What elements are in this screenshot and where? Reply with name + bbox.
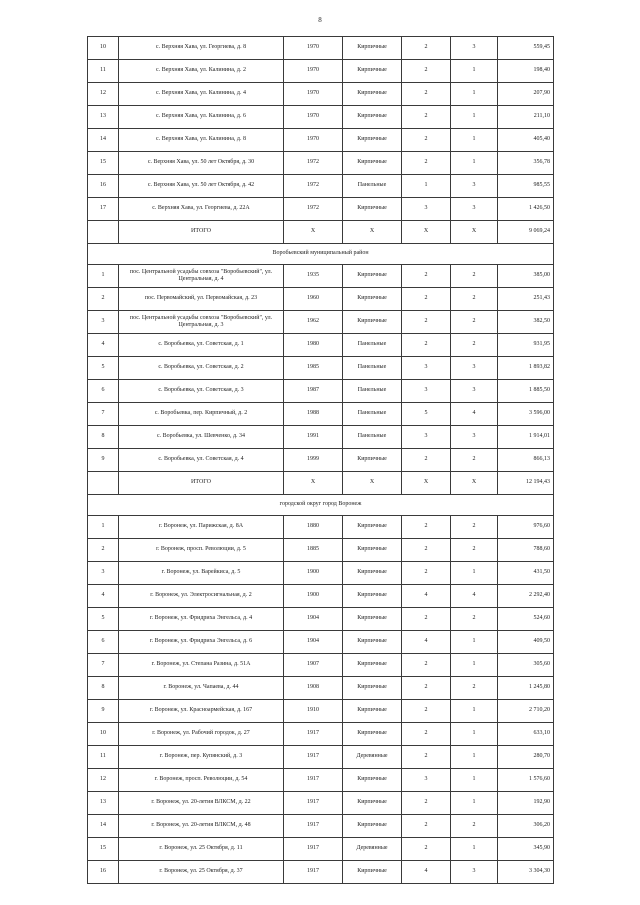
address-cell: г. Воронеж, ул. 20-летия ВЛКСМ, д. 48 [119,815,284,838]
total-x-cell: X [451,472,498,495]
row-number-cell: 7 [88,654,119,677]
entrances-cell: 3 [451,175,498,198]
table-row [88,288,554,311]
row-number-cell: 13 [88,106,119,129]
address-cell: с. Верхняя Хава, ул. Калинина, д. 4 [119,83,284,106]
floors-cell: 2 [402,608,451,631]
page-number: 8 [318,16,322,24]
row-number-cell: 4 [88,585,119,608]
section-header-row [88,244,554,265]
table-row [88,861,554,884]
year-cell: 1988 [284,403,343,426]
wall-material-cell: Кирпичные [343,700,402,723]
wall-material-cell: Панельные [343,426,402,449]
entrances-cell: 2 [451,265,498,288]
floors-cell: 3 [402,380,451,403]
year-cell: 1962 [284,311,343,334]
entrances-cell: 2 [451,516,498,539]
floors-cell: 4 [402,631,451,654]
entrances-cell: 1 [451,792,498,815]
entrances-cell: 1 [451,60,498,83]
row-number-cell: 5 [88,357,119,380]
row-number-cell: 4 [88,334,119,357]
total-empty-cell [88,221,119,244]
row-number-cell: 7 [88,403,119,426]
table-row [88,608,554,631]
entrances-cell: 1 [451,129,498,152]
table-row [88,60,554,83]
floors-cell: 2 [402,288,451,311]
address-cell: г. Воронеж, ул. Степана Разина, д. 51А [119,654,284,677]
area-cell: 931,95 [498,334,554,357]
table-row [88,562,554,585]
area-cell: 524,60 [498,608,554,631]
address-cell: г. Воронеж, пер. Купянский, д. 3 [119,746,284,769]
area-cell: 1 245,80 [498,677,554,700]
wall-material-cell: Кирпичные [343,861,402,884]
row-number-cell: 3 [88,562,119,585]
wall-material-cell: Кирпичные [343,516,402,539]
address-cell: г. Воронеж, ул. Фридриха Энгельса, д. 6 [119,631,284,654]
entrances-cell: 3 [451,426,498,449]
wall-material-cell: Кирпичные [343,631,402,654]
address-cell: г. Воронеж, ул. Рабочий городок, д. 27 [119,723,284,746]
floors-cell: 2 [402,723,451,746]
table-row [88,516,554,539]
entrances-cell: 1 [451,83,498,106]
year-cell: 1970 [284,37,343,60]
row-number-cell: 3 [88,311,119,334]
address-cell: г. Воронеж, ул. Электросигнальная, д. 2 [119,585,284,608]
wall-material-cell: Кирпичные [343,723,402,746]
floors-cell: 4 [402,585,451,608]
year-cell: 1900 [284,562,343,585]
entrances-cell: 1 [451,746,498,769]
entrances-cell: 1 [451,769,498,792]
table-row [88,700,554,723]
area-cell: 207,90 [498,83,554,106]
table-row [88,380,554,403]
area-cell: 2 710,20 [498,700,554,723]
address-cell: с. Воробьевка, ул. Советская, д. 4 [119,449,284,472]
entrances-cell: 1 [451,562,498,585]
total-area-cell: 12 194,43 [498,472,554,495]
year-cell: 1917 [284,792,343,815]
floors-cell: 1 [402,175,451,198]
entrances-cell: 4 [451,585,498,608]
table-row [88,769,554,792]
entrances-cell: 1 [451,106,498,129]
address-cell: г. Воронеж, ул. Фридриха Энгельса, д. 4 [119,608,284,631]
area-cell: 1 885,50 [498,380,554,403]
wall-material-cell: Кирпичные [343,654,402,677]
table-row [88,198,554,221]
area-cell: 985,55 [498,175,554,198]
table-row [88,539,554,562]
wall-material-cell: Деревянные [343,838,402,861]
table-row [88,449,554,472]
address-cell: пос. Центральной усадьбы совхоза "Воробьевский", ул. Центральная, д. 4 [119,265,284,288]
section-header-row [88,495,554,516]
row-number-cell: 1 [88,265,119,288]
row-number-cell: 6 [88,380,119,403]
floors-cell: 2 [402,265,451,288]
year-cell: 1970 [284,60,343,83]
entrances-cell: 1 [451,838,498,861]
address-cell: г. Воронеж, ул. Красноармейская, д. 167 [119,700,284,723]
wall-material-cell: Кирпичные [343,562,402,585]
floors-cell: 2 [402,106,451,129]
floors-cell: 2 [402,677,451,700]
floors-cell: 2 [402,815,451,838]
area-cell: 1 893,82 [498,357,554,380]
wall-material-cell: Кирпичные [343,815,402,838]
floors-cell: 2 [402,129,451,152]
row-number-cell: 14 [88,129,119,152]
wall-material-cell: Панельные [343,357,402,380]
floors-cell: 2 [402,746,451,769]
total-x-cell: X [343,472,402,495]
year-cell: 1904 [284,608,343,631]
address-cell: г. Воронеж, просп. Революции, д. 5 [119,539,284,562]
row-number-cell: 16 [88,861,119,884]
address-cell: с. Воробьевка, ул. Советская, д. 3 [119,380,284,403]
wall-material-cell: Панельные [343,175,402,198]
table-row [88,403,554,426]
entrances-cell: 4 [451,403,498,426]
section-title: Воробьевский муниципальный район [88,244,554,265]
year-cell: 1917 [284,838,343,861]
address-cell: с. Верхняя Хава, ул. Калинина, д. 8 [119,129,284,152]
row-number-cell: 9 [88,449,119,472]
total-label-cell: ИТОГО [119,221,284,244]
table-row [88,311,554,334]
table-row [88,152,554,175]
wall-material-cell: Кирпичные [343,677,402,700]
area-cell: 559,45 [498,37,554,60]
entrances-cell: 2 [451,311,498,334]
floors-cell: 2 [402,516,451,539]
year-cell: 1972 [284,152,343,175]
address-cell: г. Воронеж, ул. 25 Октября, д. 11 [119,838,284,861]
wall-material-cell: Деревянные [343,746,402,769]
total-empty-cell [88,472,119,495]
address-cell: с. Верхняя Хава, ул. 50 лет Октября, д. 30 [119,152,284,175]
area-cell: 306,20 [498,815,554,838]
entrances-cell: 2 [451,288,498,311]
row-number-cell: 14 [88,815,119,838]
wall-material-cell: Панельные [343,380,402,403]
area-cell: 633,10 [498,723,554,746]
entrances-cell: 2 [451,815,498,838]
wall-material-cell: Кирпичные [343,539,402,562]
entrances-cell: 2 [451,334,498,357]
area-cell: 788,60 [498,539,554,562]
address-cell: г. Воронеж, ул. Чапаева, д. 44 [119,677,284,700]
wall-material-cell: Панельные [343,334,402,357]
area-cell: 251,43 [498,288,554,311]
year-cell: 1900 [284,585,343,608]
row-number-cell: 17 [88,198,119,221]
wall-material-cell: Кирпичные [343,449,402,472]
table-row [88,175,554,198]
address-cell: с. Верхняя Хава, ул. Калинина, д. 6 [119,106,284,129]
table-row [88,585,554,608]
floors-cell: 2 [402,83,451,106]
row-number-cell: 13 [88,792,119,815]
address-cell: с. Воробьевка, пер. Кирпичный, д. 2 [119,403,284,426]
floors-cell: 2 [402,311,451,334]
year-cell: 1960 [284,288,343,311]
area-cell: 356,78 [498,152,554,175]
wall-material-cell: Кирпичные [343,288,402,311]
wall-material-cell: Кирпичные [343,311,402,334]
address-cell: с. Верхняя Хава, ул. Георгиева, д. 8 [119,37,284,60]
year-cell: 1970 [284,106,343,129]
table-row [88,83,554,106]
floors-cell: 2 [402,792,451,815]
floors-cell: 3 [402,357,451,380]
table-row [88,426,554,449]
floors-cell: 2 [402,700,451,723]
row-number-cell: 2 [88,288,119,311]
entrances-cell: 2 [451,677,498,700]
area-cell: 409,50 [498,631,554,654]
total-row [88,472,554,495]
row-number-cell: 16 [88,175,119,198]
year-cell: 1917 [284,815,343,838]
floors-cell: 3 [402,769,451,792]
entrances-cell: 2 [451,449,498,472]
area-cell: 385,00 [498,265,554,288]
area-cell: 198,40 [498,60,554,83]
year-cell: 1999 [284,449,343,472]
area-cell: 211,10 [498,106,554,129]
year-cell: 1917 [284,723,343,746]
entrances-cell: 3 [451,198,498,221]
table-row [88,129,554,152]
floors-cell: 3 [402,426,451,449]
row-number-cell: 9 [88,700,119,723]
table-row [88,334,554,357]
table-row [88,631,554,654]
floors-cell: 2 [402,334,451,357]
entrances-cell: 3 [451,380,498,403]
table-row [88,838,554,861]
row-number-cell: 10 [88,37,119,60]
year-cell: 1917 [284,861,343,884]
row-number-cell: 2 [88,539,119,562]
area-cell: 976,60 [498,516,554,539]
year-cell: 1972 [284,175,343,198]
area-cell: 382,50 [498,311,554,334]
floors-cell: 2 [402,654,451,677]
floors-cell: 2 [402,60,451,83]
wall-material-cell: Кирпичные [343,129,402,152]
floors-cell: 2 [402,37,451,60]
area-cell: 405,40 [498,129,554,152]
address-cell: г. Воронеж, ул. Варейкиса, д. 5 [119,562,284,585]
table-row [88,677,554,700]
table-row [88,357,554,380]
floors-cell: 5 [402,403,451,426]
entrances-cell: 1 [451,654,498,677]
table-row [88,654,554,677]
table-row [88,746,554,769]
year-cell: 1980 [284,334,343,357]
area-cell: 280,70 [498,746,554,769]
entrances-cell: 3 [451,357,498,380]
entrances-cell: 1 [451,700,498,723]
table-body [88,37,554,884]
table-row [88,106,554,129]
section-title: городской округ город Воронеж [88,495,554,516]
wall-material-cell: Кирпичные [343,83,402,106]
area-cell: 1 576,60 [498,769,554,792]
row-number-cell: 15 [88,838,119,861]
total-area-cell: 9 069,24 [498,221,554,244]
year-cell: 1970 [284,83,343,106]
table-row [88,37,554,60]
wall-material-cell: Кирпичные [343,769,402,792]
year-cell: 1917 [284,746,343,769]
total-label-cell: ИТОГО [119,472,284,495]
address-cell: с. Верхняя Хава, ул. 50 лет Октября, д. 42 [119,175,284,198]
entrances-cell: 1 [451,631,498,654]
floors-cell: 2 [402,152,451,175]
total-row [88,221,554,244]
housing-stock-table [87,36,554,884]
address-cell: г. Воронеж, ул. 20-летия ВЛКСМ, д. 22 [119,792,284,815]
wall-material-cell: Кирпичные [343,198,402,221]
wall-material-cell: Кирпичные [343,60,402,83]
wall-material-cell: Кирпичные [343,152,402,175]
entrances-cell: 2 [451,539,498,562]
address-cell: с. Воробьевка, ул. Шевченко, д. 34 [119,426,284,449]
area-cell: 866,13 [498,449,554,472]
total-x-cell: X [284,221,343,244]
year-cell: 1985 [284,357,343,380]
address-cell: с. Верхняя Хава, ул. Калинина, д. 2 [119,60,284,83]
area-cell: 305,60 [498,654,554,677]
year-cell: 1987 [284,380,343,403]
floors-cell: 3 [402,198,451,221]
address-cell: с. Воробьевка, ул. Советская, д. 1 [119,334,284,357]
floors-cell: 2 [402,838,451,861]
year-cell: 1908 [284,677,343,700]
year-cell: 1970 [284,129,343,152]
floors-cell: 2 [402,539,451,562]
entrances-cell: 1 [451,723,498,746]
area-cell: 1 426,50 [498,198,554,221]
year-cell: 1907 [284,654,343,677]
area-cell: 431,50 [498,562,554,585]
year-cell: 1935 [284,265,343,288]
address-cell: г. Воронеж, ул. Парижская, д. 8А [119,516,284,539]
total-x-cell: X [451,221,498,244]
entrances-cell: 3 [451,861,498,884]
row-number-cell: 8 [88,426,119,449]
total-x-cell: X [402,472,451,495]
year-cell: 1885 [284,539,343,562]
table-row [88,723,554,746]
wall-material-cell: Кирпичные [343,585,402,608]
address-cell: с. Верхняя Хава, ул. Георгиева, д. 22А [119,198,284,221]
row-number-cell: 8 [88,677,119,700]
area-cell: 3 596,00 [498,403,554,426]
table-row [88,815,554,838]
year-cell: 1972 [284,198,343,221]
year-cell: 1880 [284,516,343,539]
wall-material-cell: Панельные [343,403,402,426]
area-cell: 192,90 [498,792,554,815]
table-row [88,265,554,288]
row-number-cell: 10 [88,723,119,746]
total-x-cell: X [343,221,402,244]
floors-cell: 2 [402,562,451,585]
address-cell: пос. Центральной усадьбы совхоза "Воробьевский", ул. Центральная, д. 3 [119,311,284,334]
total-x-cell: X [284,472,343,495]
row-number-cell: 12 [88,769,119,792]
row-number-cell: 1 [88,516,119,539]
year-cell: 1910 [284,700,343,723]
area-cell: 2 292,40 [498,585,554,608]
wall-material-cell: Кирпичные [343,608,402,631]
entrances-cell: 3 [451,37,498,60]
area-cell: 1 914,01 [498,426,554,449]
address-cell: пос. Первомайский, ул. Первомайская, д. 23 [119,288,284,311]
address-cell: г. Воронеж, просп. Революции, д. 54 [119,769,284,792]
row-number-cell: 15 [88,152,119,175]
year-cell: 1917 [284,769,343,792]
year-cell: 1991 [284,426,343,449]
row-number-cell: 11 [88,746,119,769]
table-row [88,792,554,815]
total-x-cell: X [402,221,451,244]
row-number-cell: 5 [88,608,119,631]
wall-material-cell: Кирпичные [343,792,402,815]
entrances-cell: 1 [451,152,498,175]
row-number-cell: 12 [88,83,119,106]
wall-material-cell: Кирпичные [343,106,402,129]
row-number-cell: 6 [88,631,119,654]
wall-material-cell: Кирпичные [343,37,402,60]
area-cell: 3 304,30 [498,861,554,884]
address-cell: г. Воронеж, ул. 25 Октября, д. 37 [119,861,284,884]
row-number-cell: 11 [88,60,119,83]
entrances-cell: 2 [451,608,498,631]
floors-cell: 4 [402,861,451,884]
area-cell: 345,90 [498,838,554,861]
address-cell: с. Воробьевка, ул. Советская, д. 2 [119,357,284,380]
year-cell: 1904 [284,631,343,654]
floors-cell: 2 [402,449,451,472]
wall-material-cell: Кирпичные [343,265,402,288]
